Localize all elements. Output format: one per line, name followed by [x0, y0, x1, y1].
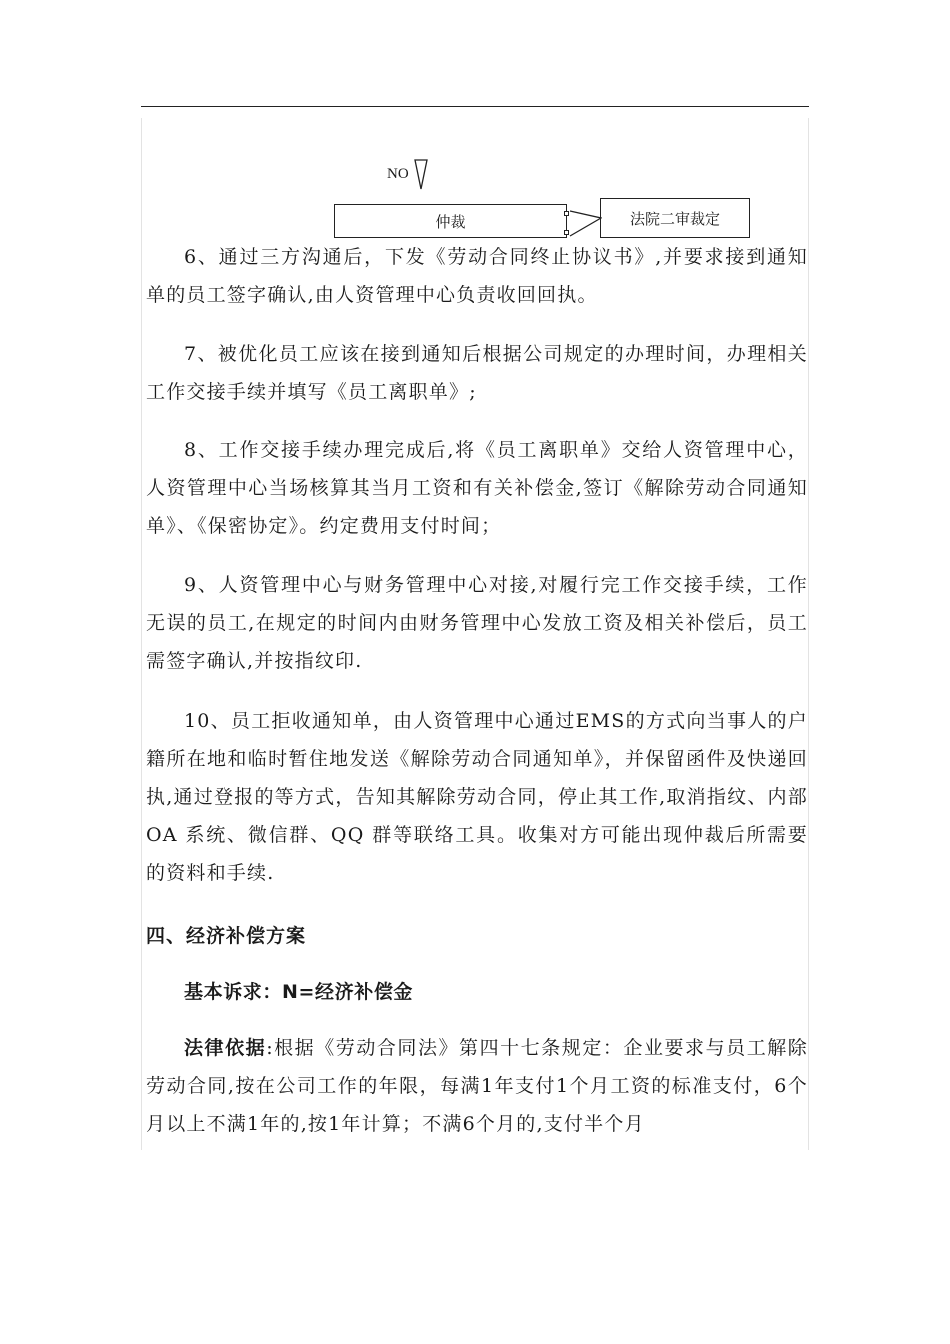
flow-court-box	[600, 198, 750, 238]
flow-no-label: NO	[387, 166, 409, 182]
legal-basis-text	[146, 1029, 808, 1143]
down-arrow-icon	[413, 159, 429, 191]
right-arrow-icon	[566, 198, 602, 240]
paragraph-9	[146, 566, 808, 680]
frame-right-border	[808, 118, 809, 1150]
paragraph-7	[146, 335, 808, 411]
paragraph-10-text: 10、员工拒收通知单，由人资管理中心通过EMS的方式向当事人的户籍所在地和临时暂住地发送《解除劳动合同通知单》，并保留函件及快递回执,通过登报的等方式，告知其解除劳动合同，停止其工作,取消指纹、内部 OA 系统、微信群、QQ 群等联络工具。收集对方可能出现仲裁后所需要的资料和手续.	[146, 710, 808, 884]
flow-court-label: 法院二审裁定	[629, 209, 720, 228]
paragraph-6	[146, 238, 808, 314]
paragraph-7-text: 7、被优化员工应该在接到通知后根据公司规定的办理时间，办理相关工作交接手续并填写《员工离职单》;	[146, 343, 808, 403]
basic-claim: 基本诉求：N=经济补偿金	[184, 981, 414, 1003]
paragraph-8-text: 8、工作交接手续办理完成后,将《员工离职单》交给人资管理中心，人资管理中心当场核算其当月工资和有关补偿金,签订《解除劳动合同通知单》、《保密协定》。约定费用支付时间；	[146, 439, 808, 537]
legal-basis-body: :根据《劳动合同法》第四十七条规定：企业要求与员工解除劳动合同,按在公司工作的年限，每满1年支付1个月工资的标准支付，6个月以上不满1年的,按1年计算；不满6个月的,支付半个月	[146, 1037, 808, 1135]
paragraph-9-text: 9、人资管理中心与财务管理中心对接,对履行完工作交接手续，工作无误的员工,在规定的时间内由财务管理中心发放工资及相关补偿后，员工需签字确认,并按指纹印.	[146, 574, 808, 672]
header-rule	[141, 106, 809, 107]
paragraph-8	[146, 431, 808, 545]
flow-arbitration-label: 仲裁	[435, 212, 466, 231]
section-4-heading: 四、经济补偿方案	[146, 925, 307, 947]
paragraph-6-text: 6、通过三方沟通后，下发《劳动合同终止协议书》,并要求接到通知单的员工签字确认,由人资管理中心负责收回回执。	[146, 246, 808, 306]
paragraph-10	[146, 702, 808, 892]
legal-basis-label: 法律依据	[184, 1037, 267, 1059]
flow-arbitration-box	[334, 204, 567, 238]
frame-left-border	[141, 118, 142, 1150]
legal-basis	[146, 1029, 808, 1143]
